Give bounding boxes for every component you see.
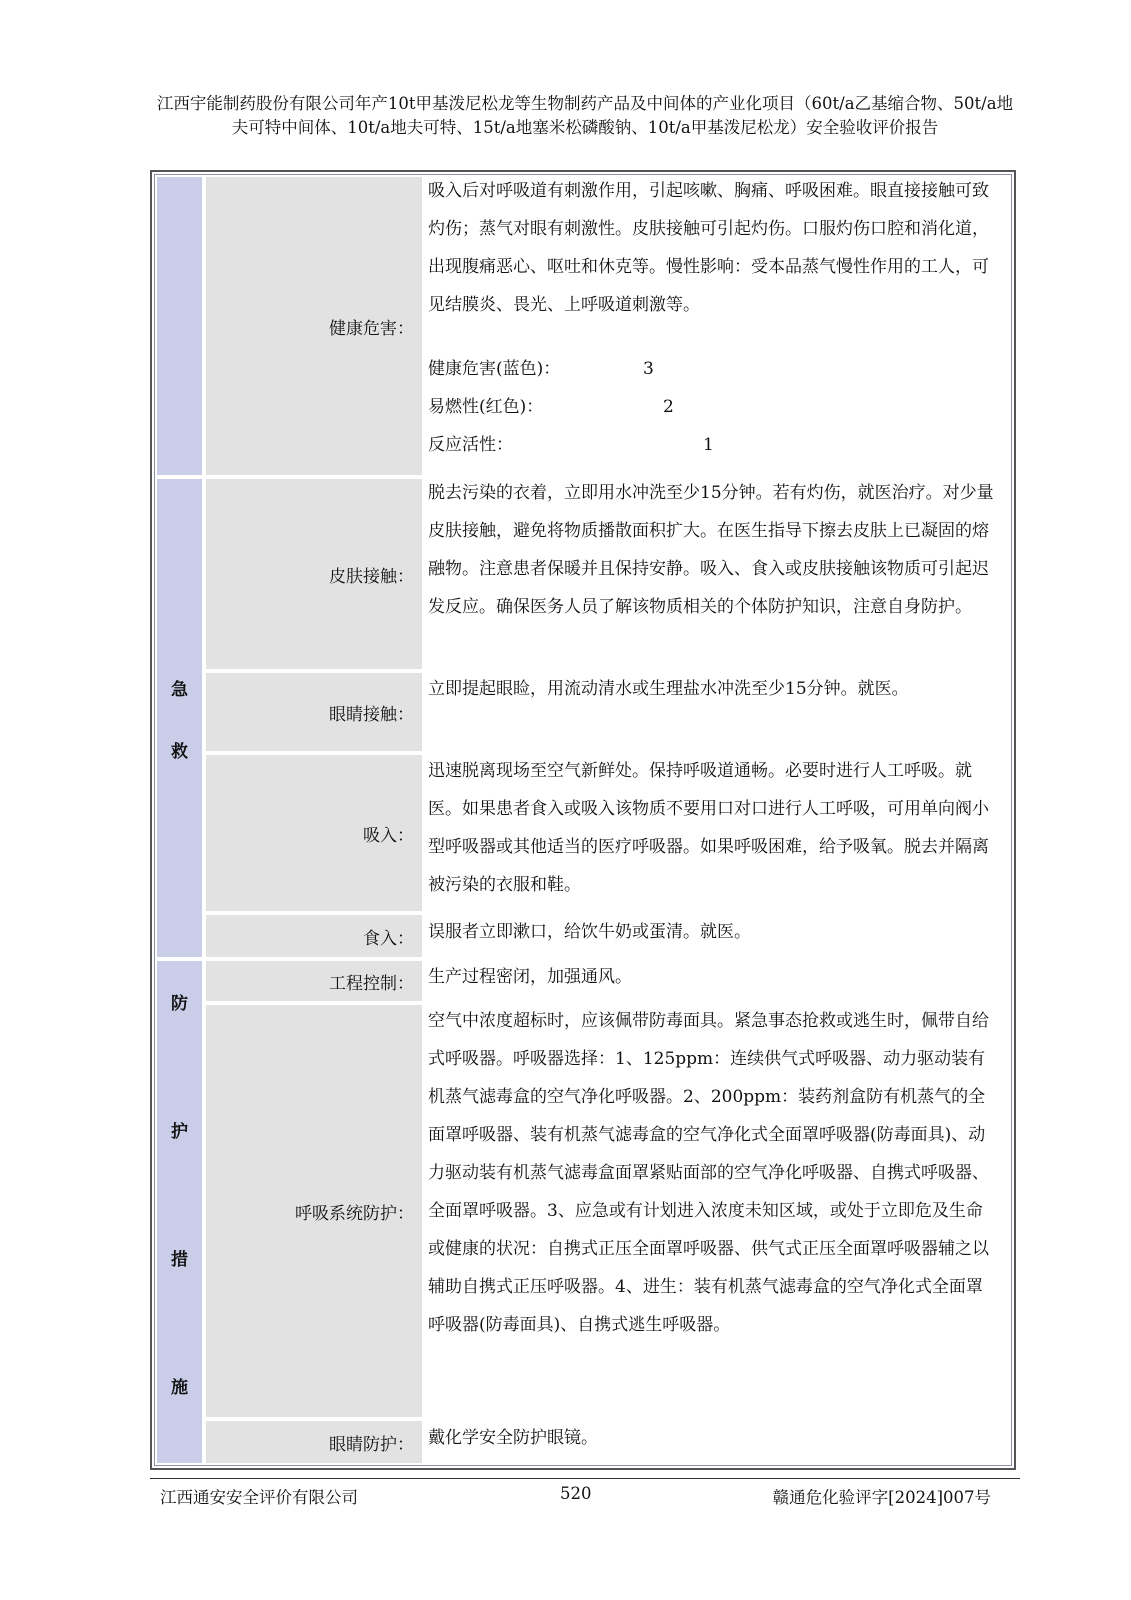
skin-contact-label: 皮肤接触： bbox=[206, 479, 422, 669]
category-char: 救 bbox=[171, 742, 188, 762]
report-title: 江西宇能制药股份有限公司年产10t甲基泼尼松龙等生物制药产品及中间体的产业化项目（60t/a乙基缩合物、50t/a地夫可特中间体、10t/a地夫可特、15t/a地塞米松磷酸钠、10t/a甲基泼尼松龙）安全验收评价报告 bbox=[156, 94, 1014, 137]
hazard-rating-name: 易燃性(红色)： bbox=[428, 397, 544, 417]
eye-contact-label: 眼睛接触： bbox=[206, 673, 422, 751]
msds-table bbox=[150, 170, 1016, 1470]
footer-divider bbox=[150, 1478, 1020, 1479]
respiratory-protection-content: 空气中浓度超标时，应该佩带防毒面具。紧急事态抢救或逃生时，佩带自给式呼吸器。呼吸器选择：1、125ppm：连续供气式呼吸器、动力驱动装有机蒸气滤毒盒的空气净化呼吸器。2、200ppm：装药剂盒防有机蒸气的全面罩呼吸器、装有机蒸气滤毒盒的空气净化式全面罩呼吸器(防毒面具)、动力驱动装有机蒸气滤毒盒面罩紧贴面部的空气净化呼吸器、自携式呼吸器、全面罩呼吸器。3、应急或有计划进入浓度未知区域，或处于立即危及生命或健康的状况：自携式正压全面罩呼吸器、供气式正压全面罩呼吸器辅之以辅助自携式正压呼吸器。4、进生：装有机蒸气滤毒盒的空气净化式全面罩呼吸器(防毒面具)、自携式逃生呼吸器。 bbox=[428, 1011, 989, 1335]
hazard-rating-value: 1 bbox=[703, 435, 714, 455]
footer-doc-number: 赣通危化验评字[2024]007号 bbox=[772, 1488, 991, 1507]
eye-contact-content: 立即提起眼睑，用流动清水或生理盐水冲洗至少15分钟。就医。 bbox=[428, 679, 909, 699]
hazard-rating-row bbox=[428, 350, 998, 388]
page-header bbox=[150, 92, 1020, 140]
inhalation-label: 吸入： bbox=[206, 755, 422, 911]
category-cell-protection bbox=[157, 961, 202, 1463]
hazard-rating-value: 2 bbox=[663, 397, 674, 417]
hazard-rating-name: 健康危害(蓝色)： bbox=[428, 359, 561, 379]
category-cell-health bbox=[157, 177, 202, 475]
inhalation-content: 迅速脱离现场至空气新鲜处。保持呼吸道通畅。必要时进行人工呼吸。就医。如果患者食入或吸入该物质不要用口对口进行人工呼吸，可用单向阀小型呼吸器或其他适当的医疗呼吸器。如果呼吸困难，给予吸氧。脱去并隔离被污染的衣服和鞋。 bbox=[428, 761, 989, 895]
category-cell-first-aid bbox=[157, 479, 202, 957]
health-hazard-label: 健康危害： bbox=[206, 177, 422, 475]
category-char: 急 bbox=[171, 680, 188, 700]
category-char: 护 bbox=[171, 1122, 188, 1142]
ingestion-label: 食入： bbox=[206, 915, 422, 957]
ingestion-content: 误服者立即漱口，给饮牛奶或蛋清。就医。 bbox=[428, 922, 751, 942]
hazard-rating-row bbox=[428, 388, 998, 426]
hazard-rating-name: 反应活性： bbox=[428, 435, 513, 455]
category-char: 措 bbox=[171, 1250, 188, 1270]
health-hazard-text: 吸入后对呼吸道有刺激作用，引起咳嗽、胸痛、呼吸困难。眼直接接触可致灼伤；蒸气对眼有刺激性。皮肤接触可引起灼伤。口服灼伤口腔和消化道，出现腹痛恶心、呕吐和休克等。慢性影响：受本品蒸气慢性作用的工人，可见结膜炎、畏光、上呼吸道刺激等。 bbox=[428, 181, 989, 315]
hazard-rating-row bbox=[428, 426, 998, 464]
health-hazard-content bbox=[428, 172, 998, 464]
footer-company: 江西通安安全评价有限公司 bbox=[160, 1488, 358, 1507]
eye-protection-content: 戴化学安全防护眼镜。 bbox=[428, 1428, 598, 1448]
page-number: 520 bbox=[560, 1484, 592, 1503]
respiratory-protection-label: 呼吸系统防护： bbox=[206, 1005, 422, 1417]
category-char: 施 bbox=[171, 1378, 188, 1398]
hazard-rating-value: 3 bbox=[643, 359, 654, 379]
skin-contact-content: 脱去污染的衣着，立即用水冲洗至少15分钟。若有灼伤，就医治疗。对少量皮肤接触，避免将物质播散面积扩大。在医生指导下擦去皮肤上已凝固的熔融物。注意患者保暖并且保持安静。吸入、食入或皮肤接触该物质可引起迟发反应。确保医务人员了解该物质相关的个体防护知识，注意自身防护。 bbox=[428, 483, 994, 617]
category-char: 防 bbox=[171, 994, 188, 1014]
engineering-control-label: 工程控制： bbox=[206, 961, 422, 1001]
eye-protection-label: 眼睛防护： bbox=[206, 1421, 422, 1463]
engineering-control-content: 生产过程密闭，加强通风。 bbox=[428, 967, 632, 987]
